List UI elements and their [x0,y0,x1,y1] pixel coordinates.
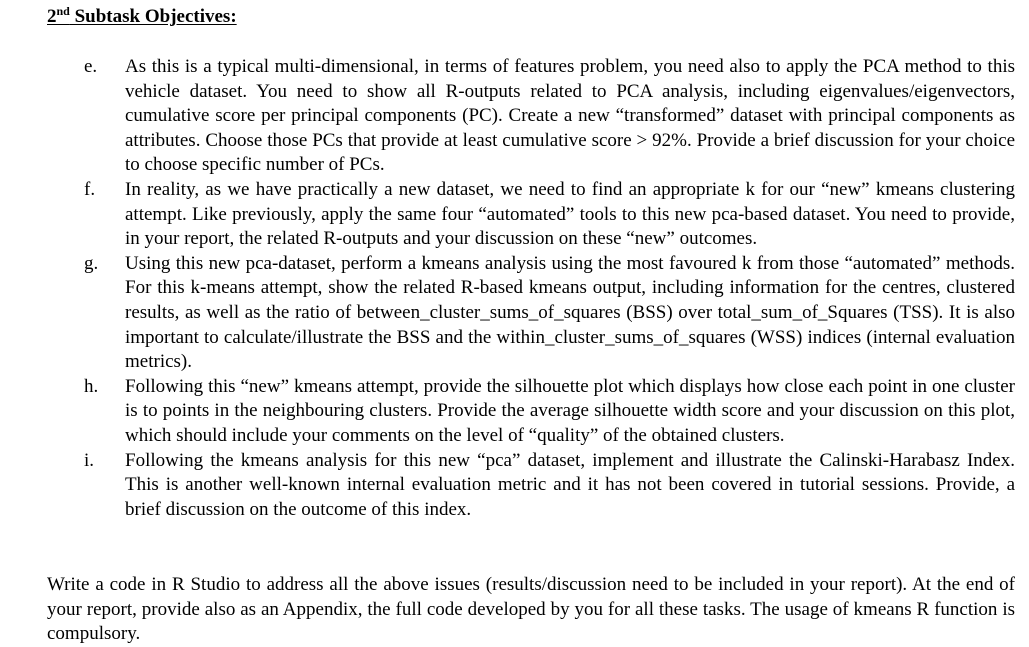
objective-item-e [0,55,1015,178]
item-marker: e. [84,56,98,77]
item-marker: i. [84,449,95,471]
item-text: Using this new pca-dataset, perform a kmeans analysis using the most favoured k from those “automated” methods. For this k-means attempt, show the related R-based kmeans output, including information for the centres, clustered results, as well as the ratio of between_cluster_sums_of_squares (BSS) over total_sum_of_Squares (TSS). It is also important to calculate/illustrate the BSS and the within_cluster_sums_of_squares (WSS) indices (internal evaluation metrics). [125,252,1015,373]
closing-paragraph: Write a code in R Studio to address all the above issues (results/discussion need to be included in your report). At the end of your report, provide also as an Appendix, the full code developed by you for all these tasks. The usage of kmeans R function is compulsory. [47,574,1015,645]
objective-item-h [0,375,1015,449]
objectives-list [0,55,1029,522]
item-text: Following this “new” kmeans attempt, provide the silhouette plot which displays how close each point in one cluster is to points in the neighbouring clusters. Provide the average silhouette width score and your discussion on this plot, which should include your comments on the level of “quality” of the obtained clusters. [125,375,1015,446]
objective-item-i [0,449,1015,523]
item-marker: g. [84,252,99,274]
heading-title: Subtask Objectives: [69,6,237,27]
heading-ordinal-suffix: nd [56,4,70,18]
section-heading [47,6,237,28]
item-text: Following the kmeans analysis for this new “pca” dataset, implement and illustrate the Calinski-Harabasz Index. This is another well-known internal evaluation metric and it has not been covered in tutorial sessions. Provide, a brief discussion on the outcome of this index. [125,449,1015,520]
heading-number: 2 [47,6,57,27]
item-marker: f. [84,178,96,200]
item-text: As this is a typical multi-dimensional, in terms of features problem, you need also to apply the PCA method to this vehicle dataset. You need to show all R-outputs related to PCA analysis, including eigenvalues/eigenvectors, cumulative score per principal components (PC). Create a new “transformed” dataset with principal components as attributes. Choose those PCs that provide at least cumulative score > 92%. Provide a brief discussion for your choice to choose specific number of PCs. [125,56,1015,176]
objective-item-g [0,252,1015,375]
objective-item-f [0,178,1015,252]
item-marker: h. [84,375,99,397]
item-text: In reality, as we have practically a new dataset, we need to find an appropriate k for our “new” kmeans clustering attempt. Like previously, apply the same four “automated” tools to this new pca-based dataset. You need to provide, in your report, the related R-outputs and your discussion on these “new” outcomes. [125,178,1015,250]
